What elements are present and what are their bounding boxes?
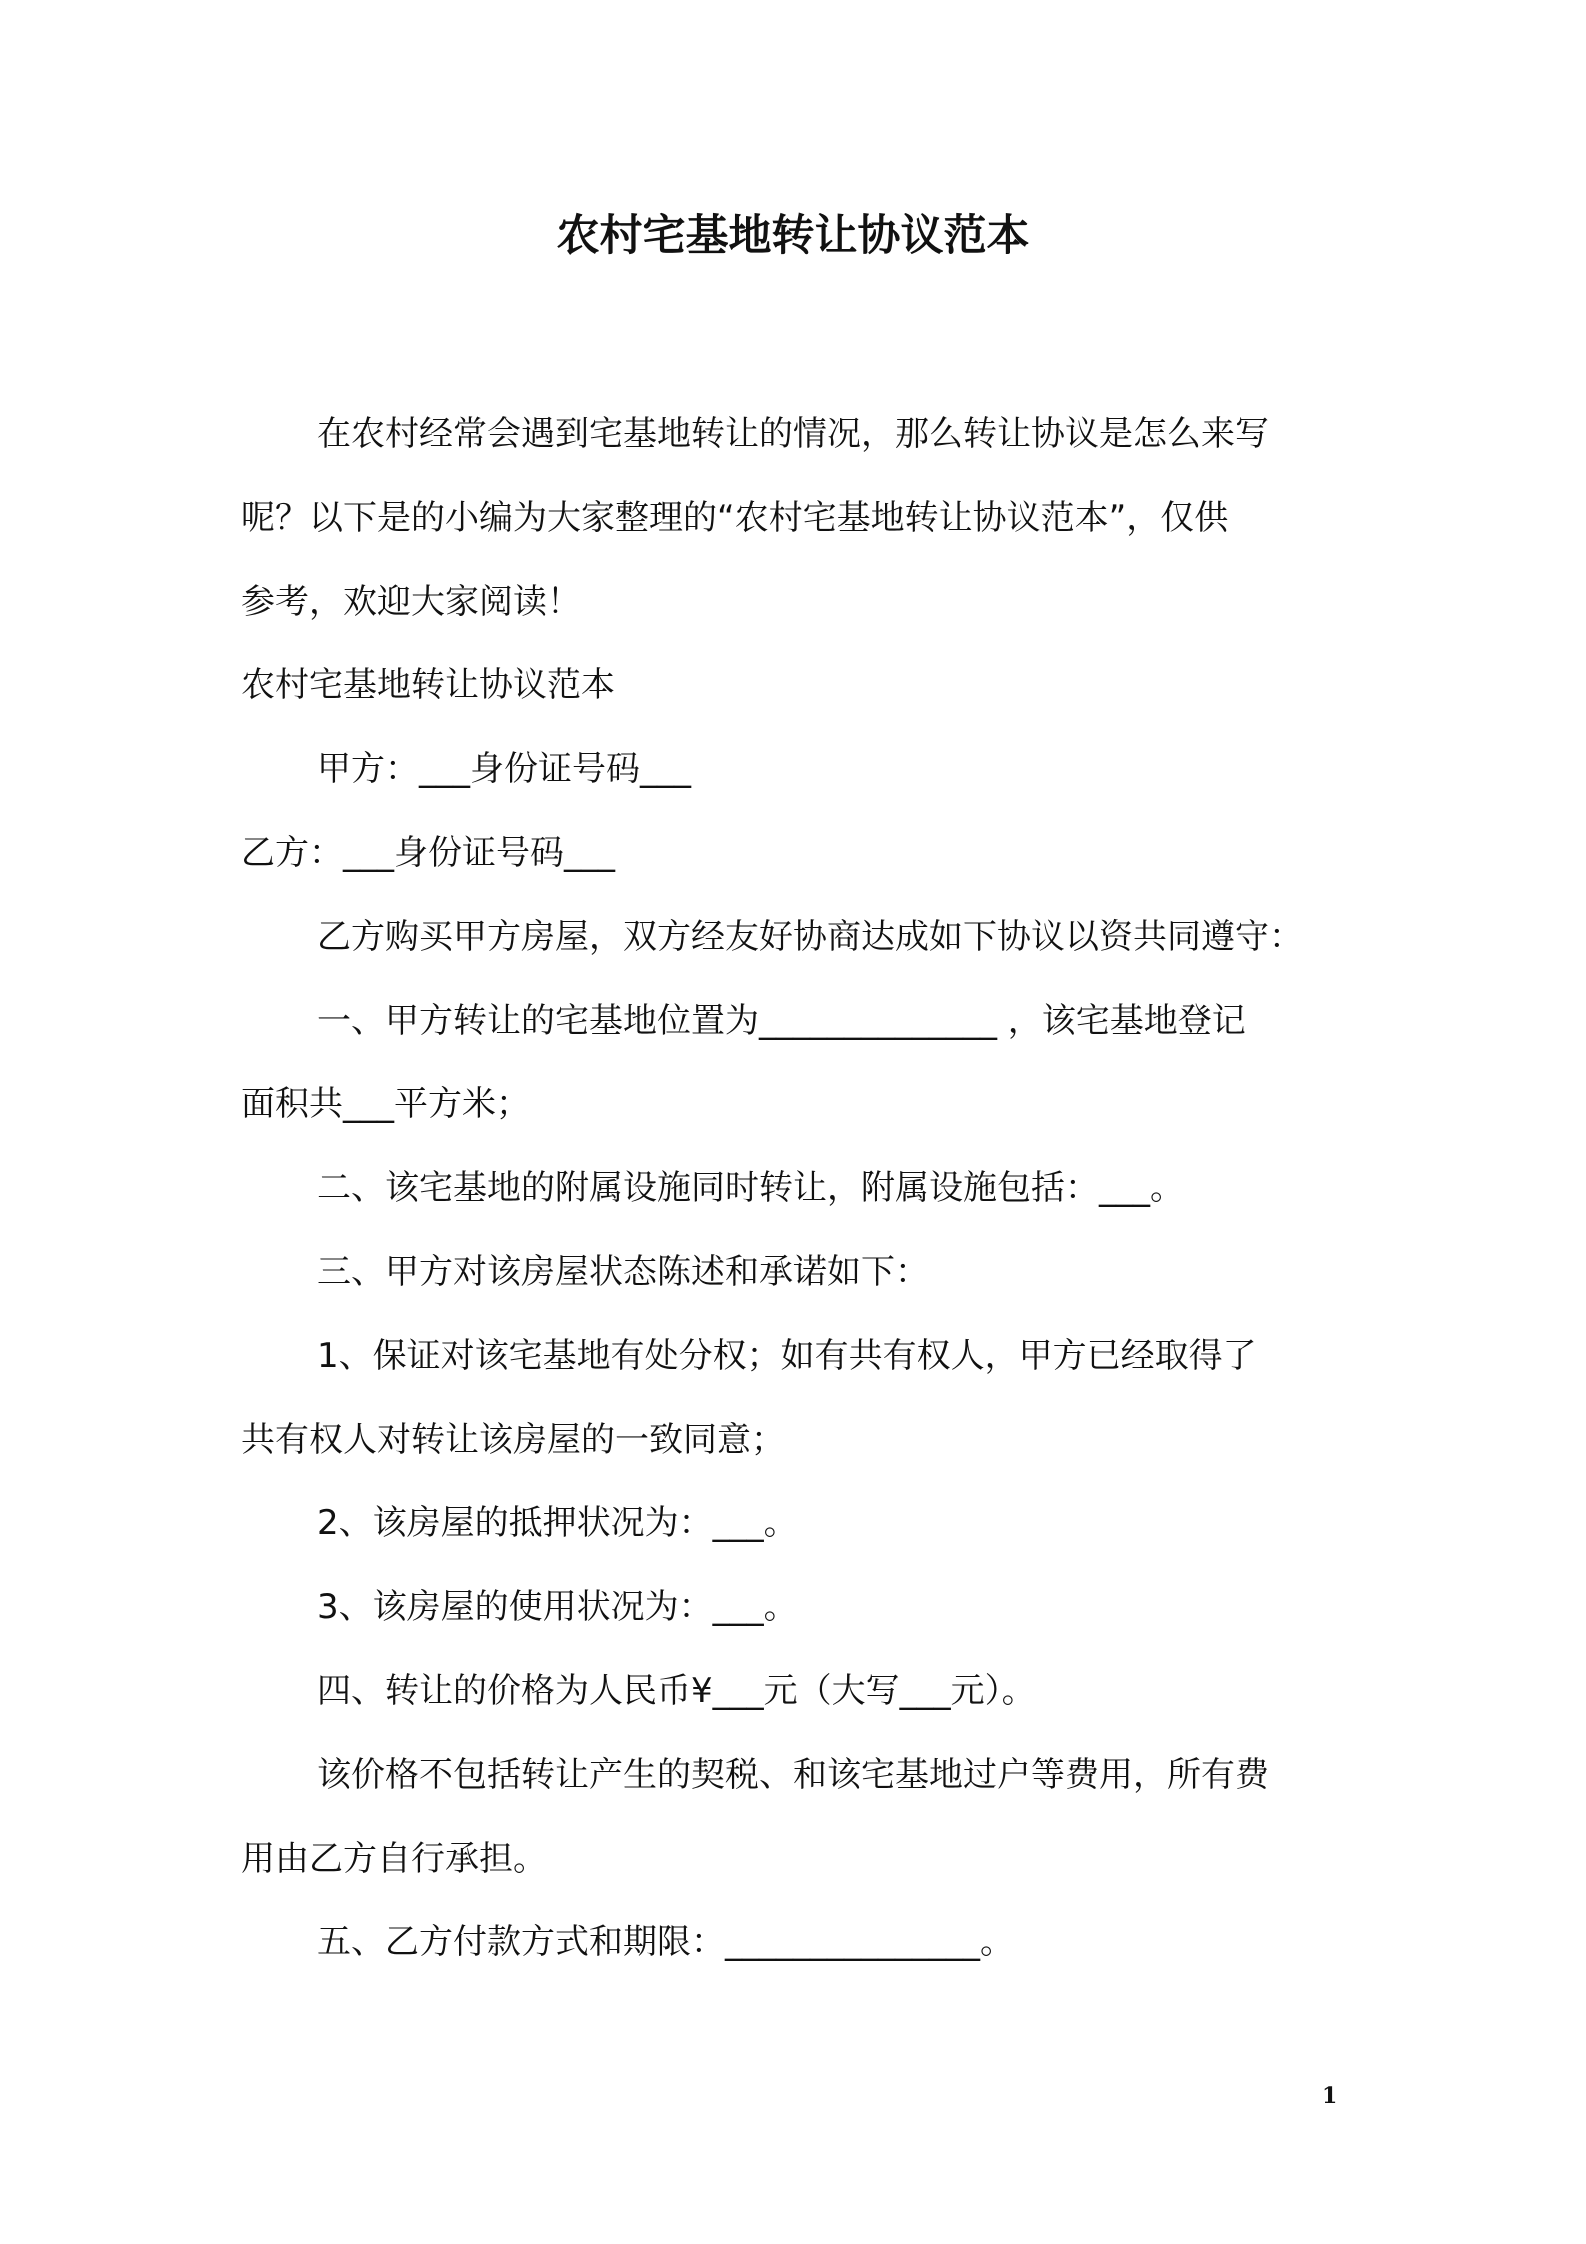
clause-3-line: 三、甲方对该房屋状态陈述和承诺如下： <box>317 1252 929 1292</box>
party-a-line: 甲方：___身份证号码___ <box>317 749 691 789</box>
page-number: 1 <box>1322 2083 1338 2109</box>
clause-1-line-1: 一、甲方转让的宅基地位置为______________ ，该宅基地登记 <box>317 1001 1246 1041</box>
intro-line-1: 在农村经常会遇到宅基地转让的情况，那么转让协议是怎么来写 <box>317 414 1269 454</box>
item-2-line: 2、该房屋的抵押状况为：___。 <box>317 1503 798 1543</box>
party-b-line: 乙方：___身份证号码___ <box>241 833 615 873</box>
document-title: 农村宅基地转让协议范本 <box>556 211 1030 261</box>
clause-1-line-2: 面积共___平方米； <box>241 1084 530 1124</box>
intro-line-3: 参考，欢迎大家阅读！ <box>241 582 581 622</box>
intro-line-2: 呢？以下是的小编为大家整理的“农村宅基地转让协议范本”，仅供 <box>241 498 1229 538</box>
preamble-line: 乙方购买甲方房屋，双方经友好协商达成如下协议以资共同遵守： <box>317 917 1303 957</box>
item-1-line-1: 1、保证对该宅基地有处分权；如有共有权人，甲方已经取得了 <box>317 1336 1257 1376</box>
clause-5-line: 五、乙方付款方式和期限：_______________。 <box>317 1922 1014 1962</box>
clause-4-line: 四、转让的价格为人民币¥___元（大写___元）。 <box>317 1671 1036 1711</box>
fee-note-line-1: 该价格不包括转让产生的契税、和该宅基地过户等费用，所有费 <box>317 1755 1269 1795</box>
item-1-line-2: 共有权人对转让该房屋的一致同意； <box>241 1420 785 1460</box>
fee-note-line-2: 用由乙方自行承担。 <box>241 1839 547 1879</box>
item-3-line: 3、该房屋的使用状况为：___。 <box>317 1587 798 1627</box>
clause-2-line: 二、该宅基地的附属设施同时转让，附属设施包括：___。 <box>317 1168 1184 1208</box>
agreement-subtitle: 农村宅基地转让协议范本 <box>241 665 615 705</box>
